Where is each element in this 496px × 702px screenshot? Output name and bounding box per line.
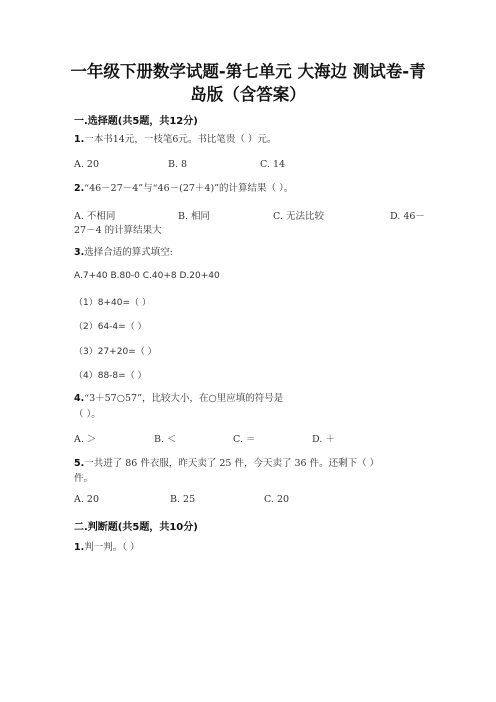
- option-c[interactable]: C. ＝: [233, 434, 256, 445]
- question-text: 一共进了 86 件衣服，昨天卖了 25 件，今天卖了 36 件。还剩下（ ）: [84, 458, 380, 469]
- option-c[interactable]: C. 无法比较: [273, 211, 324, 222]
- page-title: [60, 60, 436, 106]
- question-number: 2.: [74, 183, 85, 194]
- question-text: 判一判。（ ）: [84, 542, 140, 553]
- question-number: 1.: [74, 542, 85, 553]
- question-text: “3＋57○57”，比较大小，在○里应填的符号是: [84, 393, 284, 404]
- option-b[interactable]: B. ＜: [154, 434, 177, 445]
- fill-item-4[interactable]: （4）88-8=（ ）: [74, 371, 147, 381]
- question-4: [74, 391, 434, 406]
- question-number: 5.: [74, 458, 85, 469]
- question-text: 选择合适的算式填空:: [84, 247, 173, 258]
- question-5: [74, 456, 434, 471]
- question-1: [74, 132, 434, 147]
- option-a[interactable]: A. 不相同: [74, 211, 116, 222]
- option-a[interactable]: A. 20: [74, 494, 99, 505]
- option-d[interactable]: D. ＋: [312, 434, 335, 445]
- question-5-line-2: 件。: [74, 473, 94, 484]
- title-line-2: 岛版（含答案）: [190, 85, 306, 104]
- choice-list: A.7+40 B.80-0 C.40+8 D.20+40: [74, 271, 220, 281]
- option-c[interactable]: C. 14: [260, 159, 286, 170]
- option-d[interactable]: D. 46－: [390, 211, 425, 222]
- question-number: 1.: [74, 134, 85, 145]
- question-2: [74, 181, 434, 196]
- fill-item-2[interactable]: （2）64-4=（ ）: [74, 322, 147, 332]
- section-heading-choice: 一.选择题(共5题，共12分): [74, 116, 198, 127]
- section-heading-judgment: 二.判断题(共5题，共10分): [74, 522, 198, 533]
- option-a[interactable]: A. 20: [74, 159, 99, 170]
- question-text: 一本书14元，一枝笔6元。书比笔贵（ ）元。: [84, 134, 277, 145]
- question-3: [74, 245, 434, 260]
- judgment-question-1: [74, 540, 434, 555]
- option-b[interactable]: B. 相同: [178, 211, 211, 222]
- fill-item-1[interactable]: （1）8+40=（ ）: [74, 298, 151, 308]
- option-c[interactable]: C. 20: [264, 494, 290, 505]
- question-number: 4.: [74, 393, 85, 404]
- question-number: 3.: [74, 247, 85, 258]
- question-text: “46－27－4”与“46－(27＋4)”的计算结果（ ）。: [84, 183, 294, 194]
- title-line-1: 一年级下册数学试题-第七单元 大海边 测试卷-青: [70, 62, 426, 81]
- option-a[interactable]: A. ＞: [74, 434, 97, 445]
- option-b[interactable]: B. 25: [170, 494, 196, 505]
- option-d-continued: 27－4 的计算结果大: [74, 225, 162, 236]
- question-4-line-2: （ ）。: [74, 409, 101, 420]
- fill-item-3[interactable]: （3）27+20=（ ）: [74, 347, 157, 357]
- option-b[interactable]: B. 8: [168, 159, 188, 170]
